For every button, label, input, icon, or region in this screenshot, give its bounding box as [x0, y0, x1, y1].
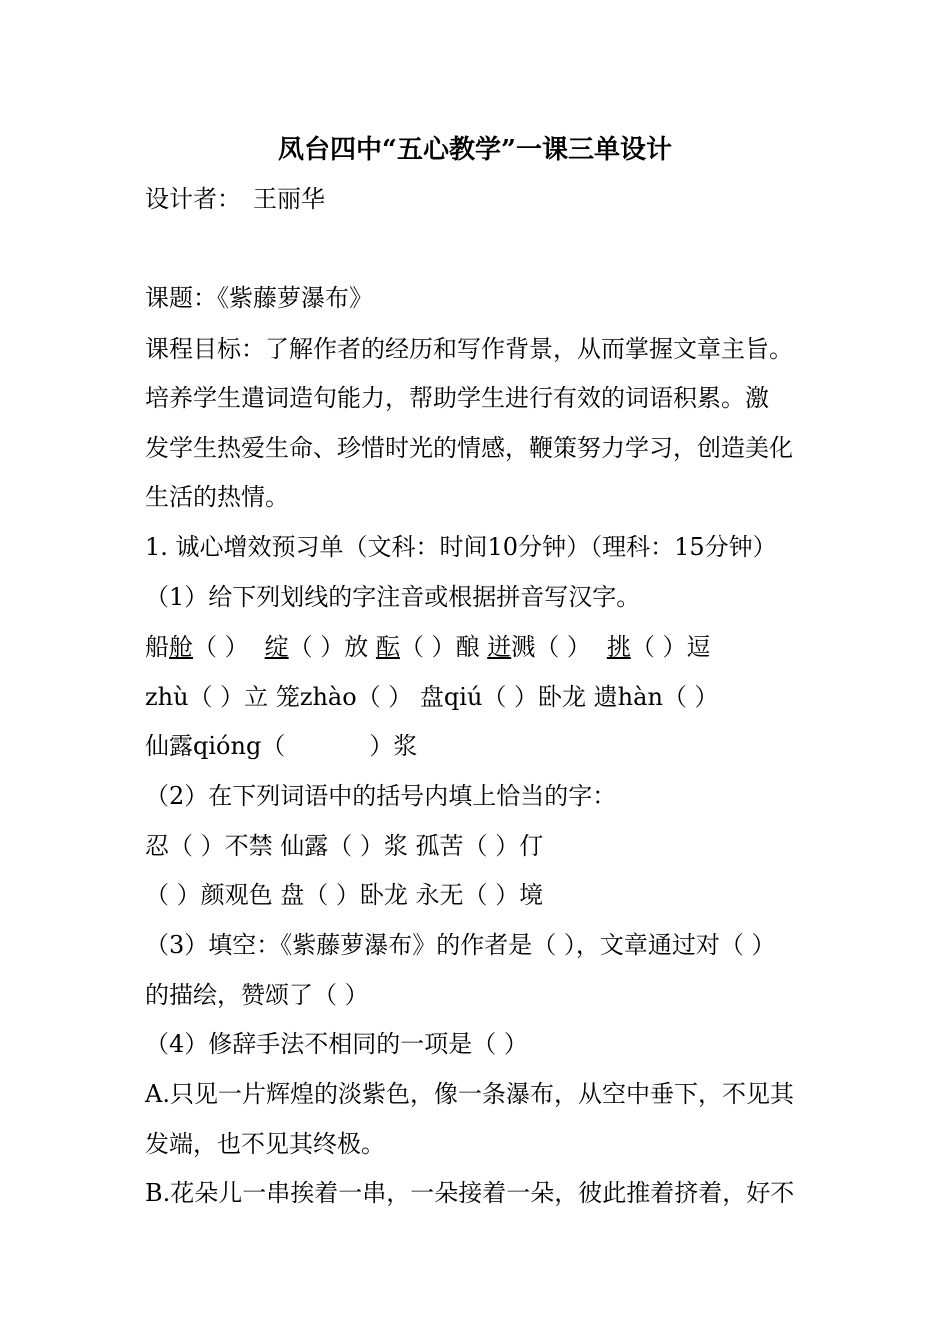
underlined-char: 舱: [169, 633, 193, 661]
question-1-heading: （1）给下列划线的字注音或根据拼音写汉字。: [145, 583, 641, 611]
answer-blank: （ ）: [399, 633, 456, 661]
topic-label: 课题：: [145, 284, 217, 312]
word-text: 逗: [686, 633, 711, 661]
goal-line-2: 培养学生遣词造句能力，帮助学生进行有效的词语积累。激: [145, 384, 769, 412]
answer-blank: （ ）: [288, 633, 345, 661]
option-a-line-1: A.只见一片辉煌的淡紫色，像一条瀑布，从空中垂下，不见其: [145, 1080, 794, 1108]
underlined-char: 绽: [264, 633, 289, 661]
question-3-line-2: 的描绘，赞颂了（ ）: [145, 981, 369, 1009]
row-text: 仙露qióng（: [145, 732, 286, 760]
document-title: 凤台四中“五心教学”一课三单设计: [278, 135, 672, 165]
word-text: 放: [344, 633, 376, 661]
question-2-row-2: （ ）颜观色 盘（ ）卧龙 永无（ ）境: [145, 881, 544, 909]
topic-line: [145, 278, 373, 318]
question-2-row-1: 忍（ ）不禁 仙露（ ）浆 孤苦（ ）仃: [145, 832, 544, 860]
question-1-row-1: [145, 627, 710, 667]
goal-line-3: 发学生热爱生命、珍惜时光的情感，鞭策努力学习，创造美化: [145, 434, 793, 462]
answer-blank: （ ）: [193, 633, 249, 661]
answer-blank: （ ）: [630, 633, 687, 661]
designer-label: 设计者：: [145, 185, 241, 213]
word-text: 船: [145, 633, 169, 661]
question-1-row-2: zhù（ ）立 笼zhào（ ） 盘qiú（ ）卧龙 遗hàn（ ）: [145, 683, 719, 711]
underlined-char: 酝: [375, 633, 400, 661]
question-3-line-1: （3）填空：《紫藤萝瀑布》的作者是（ ），文章通过对（ ）: [145, 931, 776, 959]
goal-line-1: 课程目标：了解作者的经历和写作背景，从而掌握文章主旨。: [145, 335, 793, 363]
designer-line: [145, 179, 325, 219]
question-4-heading: （4）修辞手法不相同的一项是（ ）: [145, 1030, 528, 1058]
word-text: 酿: [455, 633, 488, 661]
question-2-heading: （2）在下列词语中的括号内填上恰当的字：: [145, 782, 617, 810]
word-text: 溅: [511, 633, 536, 661]
goal-line-4: 生活的热情。: [145, 483, 289, 511]
answer-blank: （ ）: [535, 633, 591, 661]
section-1-heading: 1. 诚心增效预习单（文科：时间10分钟）（理科：15分钟）: [145, 533, 777, 561]
option-a-line-2: 发端，也不见其终极。: [145, 1130, 385, 1158]
row-text: ）浆: [369, 732, 418, 760]
underlined-char: 挑: [606, 633, 631, 661]
underlined-char: 迸: [487, 633, 512, 661]
option-b-line-1: B.花朵儿一串挨着一串，一朵接着一朵，彼此推着挤着，好不: [145, 1179, 795, 1207]
question-1-row-3: [145, 726, 417, 766]
designer-name: 王丽华: [253, 185, 325, 213]
topic-title: 《紫藤萝瀑布》: [217, 284, 373, 312]
